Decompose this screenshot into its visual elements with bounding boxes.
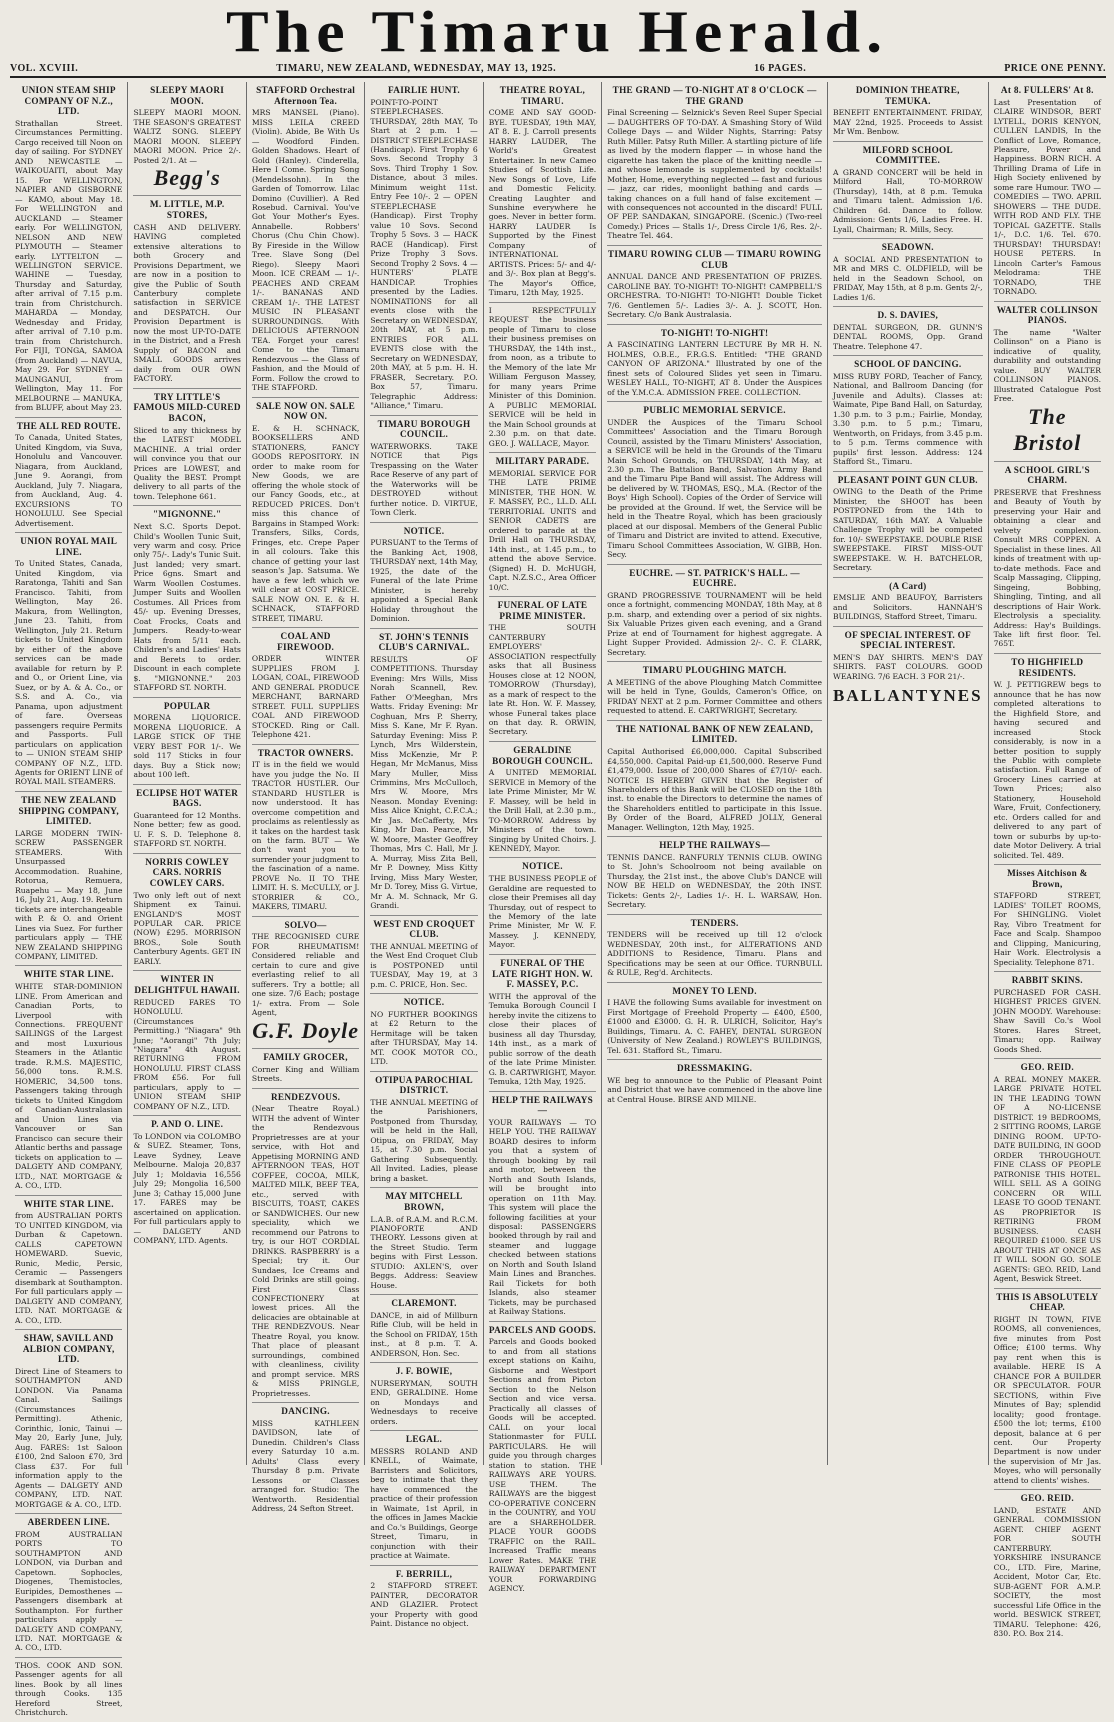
ad-body: TENNIS DANCE. RANFURLY TENNIS CLUB. OWING to St. John's Schoolroom not being available on Thursday, the 21st inst., the above Club's DANCE will NOW BE HELD on WEDNESDAY, the 20th INST. Tickets: Gents 2/-, Ladies 1/-. H. L. WARSAW, Hon. Secretary.: [607, 853, 823, 910]
ad-heading: WALTER COLLINSON PIANOS.: [996, 304, 1098, 326]
ad-heading: OTIPUA PAROCHIAL DISTRICT.: [375, 1074, 473, 1096]
ad-heading: GEO. REID.: [1020, 1062, 1074, 1073]
ad-heading: HELP THE RAILWAYS—: [659, 840, 770, 851]
advertisement: [833, 239, 983, 307]
advertisement: [133, 82, 240, 196]
advertisement: [489, 1092, 596, 1322]
ad-body: MISS KATHLEEN DAVIDSON, late of Dunedin. Children's Class every Saturday 10 a.m. Adults' Class every Thursday 8 p.m. Private Lessons or Classes arranged for. Studio: The Wentworth. Residential Address, 24 Sefton Street.: [251, 1418, 360, 1514]
advertisement: [607, 325, 822, 402]
advertisement: [607, 721, 822, 838]
ad-heading: ECLIPSE HOT WATER BAGS.: [136, 787, 239, 809]
ad-heading: TO-NIGHT! TO-NIGHT!: [660, 327, 769, 338]
ad-heading: TRY LITTLE'S FAMOUS MILD-CURED BACON,: [133, 391, 241, 423]
ad-body: To Canada, United States, United Kingdom, via Suva, Honolulu and Vancouver. Niagara, from Auckland, June 9. Aorangi, from Auckland, July 7. Niagara, from Auckland, Aug. 4. EXCURSIONS TO HONOLULU. See Special Advertisement.: [15, 433, 123, 528]
advertisement: [994, 82, 1101, 302]
ad-body: SLEEPY MAORI MOON. THE SEASON'S GREATEST WALTZ SONG. SLEEPY MAORI MOON. SLEEPY MAORI MOON. Price 2/-. Posted 2/1. At —: [133, 108, 241, 165]
ad-heading: DRESSMAKING.: [676, 1063, 753, 1074]
advertiser-logo: Begg's: [153, 165, 221, 191]
ad-body: W. J. PETTIGREW begs to announce that he has now completed alterations to the Highfield Store, and having secured and increased Stock considerably, is now in a better position to supply the Public with complete satisfaction. Full Range of Grocery Lines carried at Town Prices; also Stationery, Household Ware, Fruit, Confectionery, etc. Orders called for and delivered to any part of town or suburbs by up-to-date Motor Delivery. A trial solicited. Tel. 489.: [993, 680, 1102, 860]
advertisement: [607, 82, 822, 246]
advertisement: [133, 971, 240, 1116]
advertisement: [489, 1322, 596, 1598]
ad-body: DANCE, in aid of Millburn Rifle Club, will be held in the School on FRIDAY, 15th inst., at 8 p.m. T. A. ANDERSON, Hon. Sec.: [370, 1310, 478, 1358]
ad-body: MRS MANSEL (Piano). MISS LEILA CREED (Violin). Abide, Be With Us — Woodford Finden. Golden Shadows. Heart of Gold (Hanley). Cinderella, Here I Come. Spring Song (Mendelssohn). In the Garden of Tomorrow. Lilac Domino (Cuvillier). A Red Rosebud. Carnival. You've Got Your Mother's Eyes. Annabelle. Robbers' Chorus (Chu Chin Chow). By Fireside in the Willow Tree. Slave Song (Del Riego). Sleepy Maori Moon. ICE CREAM — 1/-. PEACHES AND CREAM 1/-. BANANAS AND CREAM 1/-. THE LATEST MUSIC IN PLEASANT SURROUNDINGS. With DELICIOUS AFTERNOON TEA. Forget your cares! Come to the Timaru Rendezvous — the Glass of Fashion, and the Mould of Form. Follow the crowd to THE STAFFORD.: [251, 108, 360, 393]
advertisement: [252, 1403, 359, 1517]
ad-body: PURCHASED FOR CASH. HIGHEST PRICES GIVEN. JOHN MOODY. Warehouse: Shaw Savill Co.'s Wool Stores. Hares Street, Timaru; opp. Railway Goods Shed.: [993, 987, 1102, 1054]
ad-heading: ABERDEEN LINE.: [27, 1517, 110, 1528]
ad-body: I HAVE the following Sums available for investment on First Mortgage of Freehold Property — £400, £500, £1000 and £3000. G. H. R. ULRICH, Solicitor, Hay's Buildings, Timaru. A. C. FAHEY, DENTAL SURGEON (University of New Zealand.) ROWLEY'S BUILDINGS, Tel. 631. Stafford St., Timaru.: [607, 998, 823, 1055]
advertisement: [252, 917, 359, 1049]
advertisement: [370, 1363, 477, 1431]
ad-heading: M. LITTLE, M.P. STORES,: [149, 199, 225, 221]
advertisement: [607, 662, 822, 721]
ad-heading: GEO. REID.: [1020, 1493, 1074, 1504]
ad-body: The name "Walter Collinson" on a Piano is indicative of quality, durability and outstanding value. BUY WALTER COLLINSON PIANOS. Illustrated Catalogue Post Free.: [993, 327, 1102, 404]
ad-body: ANNUAL DANCE AND PRESENTATION OF PRIZES. CAROLINE BAY. TO-NIGHT! TO-NIGHT! CAMPBELL'S ORCHESTRA. TO-NIGHT! TO-NIGHT! Double Ticket 7/6. Gentlemen 5/-. Ladies 3/-. A. J. SCOTT, Hon. Secretary. C/o Bank Australasia.: [607, 272, 823, 320]
advertisement: [607, 837, 822, 914]
ad-body: THE BUSINESS PEOPLE of Geraldine are requested to close their Premises all day Thursday, out of respect to the Memory of the late Prime Minister, Mr W. F. Massey. J. KENNEDY, Mayor.: [488, 874, 597, 950]
ad-heading: "MIGNONNE.": [152, 509, 222, 520]
advertisement: [15, 1196, 122, 1330]
ad-body: L.A.B. of R.A.M. and R.C.M. PIANOFORTE AND THEORY. Lessons given at the Street Studio. Term begins with First Lesson. STUDIO: AXLEN'S, over Beggs. Address: Seaview House.: [370, 1214, 478, 1290]
advertisement: [252, 745, 359, 917]
advertisement: [133, 389, 240, 507]
place-and-date: TIMARU, NEW ZEALAND, WEDNESDAY, MAY 13, 1925.: [276, 62, 557, 74]
advertisement: [15, 1658, 122, 1722]
ad-body: A REAL MONEY MAKER. LARGE PRIVATE HOTEL IN THE LEADING TOWN OF A NO-LICENSE DISTRICT. 19 BEDROOMS, 2 SITTING ROOMS, LARGE DINING ROOM. UP-TO-DATE BUILDING, IN GOOD ORDER THROUGHOUT. FINE CLASS OF PEOPLE PATRONISE THIS HOTEL. WILL SELL AS A GOING CONCERN OR WILL LEASE TO GOOD TENANT. AS PROPRIETOR IS RETIRING FROM BUSINESS. CASH REQUIRED £1000. SEE US ABOUT THIS AT ONCE AS IT WILL SOON GO. SOLE AGENTS: GEO. REID, Land Agent, Beswick Street.: [993, 1074, 1102, 1284]
ad-body: REDUCED FARES TO HONOLULU. (Circumstances Permitting.) "Niagara" 9th June; "Aorangi" 7th July; "Niagara" 4th August. RETURNING FROM HONOLULU. FIRST CLASS FROM £56. For full particulars, apply to — UNION STEAM SHIP COMPANY OF N.Z., LTD.: [133, 997, 241, 1111]
ad-body: BENEFIT ENTERTAINMENT. FRIDAY, MAY 22nd, 1925. Proceeds to Assist Mr Wm. Benbow.: [833, 108, 983, 137]
advertisement: [370, 916, 477, 995]
masthead: [0, 0, 1114, 64]
ad-body: MEN'S DAY SHIRTS. MEN'S DAY SHIRTS. FAST COLOURS. GOOD WEARING. 7/6 EACH. 3 FOR 21/-.: [833, 652, 983, 681]
ad-heading: TIMARU ROWING CLUB — TIMARU ROWING CLUB: [607, 248, 822, 270]
ad-body: THE ANNUAL MEETING of the West End Croquet Club is POSTPONED until TUESDAY, May 19, at 3 p.m. C. PRICE, Hon. Sec.: [370, 941, 478, 989]
ad-body: RESULTS OF COMPETITIONS. Thursday Evening: Mrs Wills, Miss Norah Scannell, Rev. Father O'Meeghan, Mrs Watts. Friday Evening: Mr Coghuan, Mrs P. Sherry, Miss S. Kane, Mr F. Ryan. Saturday Evening: Miss P. Lynch, Mrs Wilderstein, Miss McKenzie, Mr P. Hegan, Mr McManus, Miss Mary Muller, Miss Crimmins, Mrs McCulloch, Mrs W. Moore, Mrs Neason. Monday Evening: Miss Alice Knight, C.F.C.A.; Mr Jas. McCafferty, Mrs King, Mr Dan. Pearce, Mr W. Moore, Master Geoffrey Thomas, Mrs C. Hall, Mr J. A. Murray, Miss Zita Bell, Mr P. Downey, Miss Kitty Irving, Miss Mary Wester, Mr D. Torey, Miss G. Virtue, Mr A. M. Schnack, Mr G. Grandi.: [370, 654, 478, 911]
advertisement: [15, 792, 122, 967]
ad-heading: At 8. FULLERS' At 8.: [1000, 85, 1094, 95]
advertisement: [833, 356, 983, 471]
ad-heading: PUBLIC MEMORIAL SERVICE.: [643, 405, 786, 415]
ad-body: PURSUANT to the Terms of the Banking Act, 1908, THURSDAY next, 14th May, 1925, the date of the Funeral of the late Prime Minister, is hereby appointed a Special Bank Holiday throughout the Dominion.: [370, 538, 478, 624]
ad-heading: NOTICE.: [522, 861, 563, 872]
ad-body: FROM AUSTRALIAN PORTS TO SOUTHAMPTON AND LONDON, via Durban and Capetown. Sophocles, Diogenes, Themistocles, Euripides, Demosthenes — Passengers disembark at Southampton. For further particulars apply — DALGETY AND COMPANY, LTD. NAT. MORTGAGE & A. CO., LTD.: [15, 1529, 123, 1653]
ad-body: IT is in the field we would have you judge the No. II TRACTOR HUSTLER. Our STANDARD HUSTLER is now understood. It has overcome competition and proclaims as relentlessly as it takes on the hardest task on the farm. BUT — We don't want you to surrender your judgment to the fascination of a name. PROVE No. II TO THE LIMIT. H. S. McCULLY, or J. STORRIER & CO., MAKERS, TIMARU.: [251, 760, 360, 912]
ad-heading: (A Card): [889, 580, 927, 591]
issue-price: PRICE ONE PENNY.: [1004, 62, 1106, 74]
advertisement: [133, 698, 240, 785]
advertisement: [252, 82, 359, 398]
column-col-9: [989, 82, 1106, 1639]
ad-body: A SOCIAL AND PRESENTATION to MR and MRS C. OLDFIELD, will be held in the Seadown School, on FRIDAY, May 15th, at 8 p.m. Gents 2/-, Ladies 1/6.: [833, 254, 983, 302]
ad-heading: EUCHRE. — ST. PATRICK'S HALL. — EUCHRE.: [629, 567, 800, 589]
ad-heading: THE ALL RED ROUTE.: [16, 420, 121, 431]
ad-heading: J. F. BOWIE,: [395, 1366, 453, 1377]
ad-body: Two only left out of next Shipment ex Tainui. ENGLAND'S MOST POPULAR CAR. PRICE (NOW) £295. MORRISON BROS., Sole South Canterbury Agents. GET IN EARLY.: [133, 890, 241, 966]
advertisement: [833, 472, 983, 578]
ad-body: WITH the approval of the Temuka Borough Council I hereby invite the citizens to close their places of business all day Thursday, 14th inst., as a mark of public sorrow of the death of the late Prime Minister. G. B. CARTWRIGHT, Mayor. Temuka, 12th May, 1925.: [488, 991, 597, 1087]
advertisement: [252, 1049, 359, 1089]
ad-heading: TENDERS.: [690, 917, 739, 928]
advertisement: [607, 983, 822, 1060]
volume-number: VOL. XCVIII.: [10, 62, 79, 74]
ad-heading: STAFFORD Orchestral Afternoon Tea.: [256, 85, 356, 106]
ad-body: UNDER the Auspices of the Timaru School Committees' Association and the Timaru Borough Council, assisted by the Timaru Ministers' Association, a SERVICE will be held in the Grounds of the Timaru Main School Grounds, on THURSDAY, 14th May, at 2.30 p.m. The Battalion Band, Salvation Army Band and the Timaru Pipe Band will assist. The Address will be delivered by W. THOMAS, ESQ., M.A. (Rector of the Boys' High School). Copies of the Order of Service will be provided at the Ground. If wet, the Service will be held in the Theatre Royal, which has been graciously placed at our disposal. Members of the General Public of Timaru and District are invited to attend. Executive, Timaru School Committees Association, W. GIBB, Hon. Secy.: [607, 417, 823, 560]
ad-heading: TIMARU PLOUGHING MATCH.: [642, 665, 787, 676]
ad-body: A MEETING of the above Ploughing Match Committee will be held in Tyne, Goulds, Cameron's Office, on FRIDAY NEXT at 2 p.m. Former Committee and others requested to attend. E. CARTWRIGHT, Secretary.: [607, 677, 823, 716]
ad-heading: SHAW, SAVILL AND ALBION COMPANY, LTD.: [22, 1333, 115, 1365]
ad-heading: F. BERRILL,: [395, 1568, 453, 1579]
advertisement: [833, 578, 983, 627]
ad-body: GRAND PROGRESSIVE TOURNAMENT will be held once a fortnight, commencing MONDAY, 18th May, at 8 p.m. sharp, and extending over a period of six nights. Six Valuable Prizes given each evening, and a Grand Prize at end of Tournament for highest aggregate. A Light Supper Provided. Admission 2/-. C. F. CLARK, Secretary.: [607, 591, 823, 657]
ad-body: THE ANNUAL MEETING of the Parishioners, Postponed from Thursday, will be held in the Hall, Otipua, on FRIDAY, May 15, at 7.30 p.m. Social Gathering Subsequently. All Invited. Ladies, please bring a basket.: [370, 1097, 478, 1183]
ad-body: (Near Theatre Royal.) WITH the advent of Winter the Rendezvous Proprietresses are at your service, with Hot and Appetising MORNING AND AFTERNOON TEAS, HOT COFFEE, COCOA, MILK, MALTED MILK, BEEF TEA, etc., served with BISCUITS, TOAST, CAKES or SANDWICHES. Our new speciality, which we recommend our Patrons to try, is our HOT CORDIAL DRINKS. RASPBERRY is a Special; try it. Our Sundaes, Ice Creams and Cold Drinks are still going. First Class CONFECTIONERY at lowest prices. All the delicacies are obtainable at THE RENDEZVOUS. Near Theatre Royal, you know. That place of pleasant surroundings, combined with cleanliness, civility and prompt service. MRS & MISS PRINGLE, Proprietresses.: [251, 1104, 360, 1398]
ad-heading: OF SPECIAL INTEREST. OF SPECIAL INTEREST.: [844, 629, 971, 651]
ad-heading: POPULAR: [163, 700, 211, 711]
ad-heading: SLEEPY MAORI MOON.: [150, 85, 225, 106]
ad-heading: NORRIS COWLEY CARS. NORRIS COWLEY CARS.: [145, 856, 230, 888]
ad-heading: DOMINION THEATRE, TEMUKA.: [855, 85, 960, 106]
ad-body: Capital Authorised £6,000,000. Capital Subscribed £4,550,000. Capital Paid-up £1,500,000. Reserve Fund £1,479,000. Issue of 200,000 Shares of £7/10/- each. NOTICE IS HEREBY GIVEN that the Register of Shareholders of this Bank will be CLOSED on the 18th inst. to enable the Directors to determine the names of the Shareholders entitled to participate in this Issue. By Order of the Board, ALFRED JOLLY, General Manager. Wellington, 12th May, 1925.: [607, 747, 823, 832]
advertisement: [994, 1490, 1101, 1642]
ad-body: WE beg to announce to the Public of Pleasant Point and District that we have commenced in the above line at Central House. BIRSE AND MILNE.: [607, 1075, 823, 1104]
ad-heading: SALE NOW ON. SALE NOW ON.: [256, 400, 356, 422]
ad-body: E. & H. SCHNACK, BOOKSELLERS AND STATIONERS, FANCY GOODS REPOSITORY. IN order to make room for New Goods, we are offering the whole stock of our Fancy Goods, etc., at REDUCED PRICES. Don't miss this chance of Bargains in Stamped Work: Transfers, Silks, Cords, Fringes, etc. Crepe Paper in all colours. Take this chance of getting your last season's Jap. Satsuma. We have a few left which we will clear at COST PRICE. SALE NOW ON. E. & H. SCHNACK, STAFFORD STREET, TIMARU.: [251, 423, 360, 623]
ad-heading: Misses Aitchison & Brown,: [1007, 868, 1088, 889]
page-count: 16 PAGES.: [754, 62, 807, 74]
ad-body: POINT-TO-POINT STEEPLECHASES. THURSDAY, 28th MAY, To Start at 2 p.m. 1 — DISTRICT STEEPLECHASE (Handicap). First Trophy 6 Sovs. Second Trophy 3 Sovs. Third Trophy 1 Sov. Distance, about 3 miles. Minimum weight 11st. Entry Fee 10/-. 2 — OPEN STEEPLECHASE (Handicap). First Trophy value 10 Sovs. Second Trophy 5 Sovs. 3 — HACK RACE (Handicap). First Prize Trophy 3 Sovs. Second Trophy 2 Sovs. 4 — HUNTERS' PLATE HANDICAP. Trophies presented by the Ladies. NOMINATIONS for all events close with the Secretary on WEDNESDAY, 20th MAY, at 5 p.m. ENTRIES FOR ALL EVENTS close with the Secretary on WEDNESDAY, 20th MAY, at 5 p.m. H. H. FRASER, Secretary. P.O. Box 57, Timaru. Telegraphic Address: "Alliance," Timaru.: [370, 97, 478, 411]
ad-heading: UNION ROYAL MAIL LINE.: [20, 536, 118, 557]
advertisement: [833, 627, 983, 711]
advertisement: [370, 1431, 477, 1565]
ad-heading: HELP THE RAILWAYS—: [491, 1094, 594, 1116]
column-col-4: [365, 82, 483, 1629]
ad-heading: SCHOOL OF DANCING.: [854, 359, 962, 370]
ad-body: Final Screening — Selznick's Seven Reel Super Special — DAUGHTERS OF TO-DAY. A Smashing Story of Wild College Days — and Wilder Nights, Starring: Patsy Ruth Miller. Patsy Ruth Miller. A startling picture of life as lived by the modern flapper — in whose hand the cigarette has taken the place of the knitting needle — and whose lemonade is supplemented by cocktails! Mother, Home, everything neglected — fast and furious — jazz, car rides, moonlight bathing and cards — taking chances on a full hand of false excitement — with consequences not accounted in the discard! FULL OF PEP. SANDAKAN, SINGAPORE. (Scenic.) (Two-reel Comedy.) Prices — Stalls 1/-, Dress Circle 1/6, Res. 2/-. Theatre Tel. 464.: [607, 108, 823, 241]
advertisement: [994, 462, 1101, 654]
ad-heading: RENDEZVOUS.: [270, 1091, 341, 1102]
ad-body: CASH AND DELIVERY. HAVING completed extensive alterations to both Grocery and Provisions Department, we are now in a position to give the Public of South Canterbury complete satisfaction in SERVICE and DESPATCH. Our Provision Department is now the most UP-TO-DATE in the District, and a Fresh Supply of BACON and SMALL GOODS arrives daily from OUR OWN FACTORY.: [133, 222, 241, 384]
ad-heading: P. AND O. LINE.: [151, 1119, 224, 1130]
ad-heading: A SCHOOL GIRL'S CHARM.: [1004, 464, 1090, 486]
advertisement: [252, 1089, 359, 1404]
ad-body: MISS RUBY FORD, Teacher of Fancy, National, and Ballroom Dancing (for Juvenile and Adults). Classes at: Waimate, Pipe Band Hall, on Saturday, 1.30 p.m. to 3 p.m.; Fairlie, Monday, 3.30 p.m. to 5 p.m.; Timaru, Wentworth, on Fridays, from 3.45 p.m. to 5 p.m. Terms commence with pupils' first lesson. Address: 124 Stafford St., Timaru.: [833, 371, 983, 467]
advertisement: [370, 629, 477, 916]
ad-heading: COAL AND FIREWOOD.: [277, 631, 335, 652]
advertisement: [994, 1289, 1101, 1491]
ad-heading: RABBIT SKINS.: [1011, 975, 1083, 986]
column-col-8: [828, 82, 989, 1465]
ad-body: A GRAND CONCERT will be held in Milford Hall, TO-MORROW (Thursday), 14th, at 8 p.m. Temuka and Timaru talent. Admission 1/6. Children 6d. Dance to follow. Admission: Gents 1/6, Ladies Free. H. Lyall, Chairman; R. Mills, Secy.: [833, 167, 983, 234]
ad-body: OWING to the Death of the Prime Minister, the SHOOT has been POSTPONED from the 14th to SATURDAY, 16th MAY. A Valuable Challenge Trophy will be competed for. 10/- SWEEPSTAKE. DOUBLE RISE SWEEPSTAKE. FIRST MISS-OUT SWEEPSTAKE. W. H. BATCHELOR, Secretary.: [833, 487, 983, 573]
advertisement: [489, 742, 596, 859]
advertisement: [489, 82, 596, 303]
advertisement: [370, 1188, 477, 1295]
ad-heading: ST. JOHN'S TENNIS CLUB'S CARNIVAL.: [378, 631, 470, 653]
ad-body: Last Presentation of CLAIRE WINDSOR, BERT LYTELL, DORIS KENYON, CULLEN LANDIS, In the Conflict of Love, Romance, Pleasure, Power and Happiness. BORN RICH. A Thrilling Drama of Life in High Society enlivened by some rare Humour. TWO — COMEDIES — TWO. APRIL SHOWERS — THE DUDE. WITH ROD AND FLY. THE TOPICAL GAZETTE. Stalls 1/-, D.C. 1/6. Tel. 670. THURSDAY! THURSDAY! HOUSE PETERS. In Lincoln Carter's Famous Melodrama: THE TORNADO, THE TORNADO.: [993, 97, 1102, 297]
advertisement: [15, 1330, 122, 1514]
advertisement: [607, 402, 822, 565]
advertisement: [252, 398, 359, 628]
advertiser-logo: G.F. Doyle: [252, 1017, 359, 1043]
advertisement: [15, 966, 122, 1195]
ad-heading: PLEASANT POINT GUN CLUB.: [837, 474, 978, 485]
ad-body: MESSRS ROLAND AND KNELL, of Waimate, Barristers and Solicitors, beg to intimate that they have commenced the practice of their profession in Waimate, 1st April, in the offices in James Mackie and Co.'s Buildings, George Street, Timaru, in conjunction with their practice at Waimate.: [370, 1446, 478, 1561]
ad-heading: LEGAL.: [405, 1434, 443, 1445]
ad-body: WATERWORKS. TAKE NOTICE that Pigs Trespassing on the Water Race Reserve of any part of the Waterworks will be DESTROYED without further notice. D. VIRTUE, Town Clerk.: [370, 441, 478, 518]
column-col-5: [484, 82, 602, 1593]
dateline: [10, 62, 1106, 78]
ad-heading: DANCING.: [281, 1406, 330, 1417]
ad-body: I RESPECTFULLY REQUEST the business people of Timaru to close their business premises on THURSDAY, the 14th inst., from noon, as a tribute to the Memory of the late Mr William Ferguson Massey, for many years Prime Minister of this Dominion. A PUBLIC MEMORIAL SERVICE will be held in the Main School grounds at 2.30 p.m. on that date. GEO. J. WALLACE, Mayor.: [488, 305, 597, 448]
advertisement: [607, 915, 822, 983]
column-col-2: [128, 82, 246, 1465]
advertisement: [370, 994, 477, 1071]
ad-heading: MILITARY PARADE.: [495, 456, 590, 467]
ad-body: from AUSTRALIAN PORTS TO UNITED KINGDOM, via Durban & Capetown. CALLS CAPETOWN HOMEWARD. Suevic, Runic, Medic, Persic, Ceramic — Passengers disembark at Southampton. For full particulars apply — DALGETY AND COMPANY, LTD. NAT. MORTGAGE & A. CO., LTD.: [15, 1211, 123, 1325]
advertisement: [15, 533, 122, 792]
ad-body: PRESERVE that Freshness and Beauty of Youth by preserving your Hair and obtaining a clear and velvety complexion. Consult MRS COPPEN. A Specialist in these lines. All kinds of treatment with up-to-date methods. Face and Scalp Massaging, Clipping, Singeing, Bobbing, Shingling, Tinting, and all descriptions of Hair Work. Electrolysis a speciality. Address: Hay's Buildings. Take lift first floor. Tel. 765T.: [993, 487, 1102, 649]
advertisement: [370, 523, 477, 629]
ad-heading: THE NATIONAL BANK OF NEW ZEALAND, LIMITED.: [616, 723, 814, 745]
advertisement: [489, 858, 596, 954]
ad-body: DENTAL SURGEON, DR. GUNN'S DENTAL ROOMS, Opp. Grand Theatre. Telephone 47.: [833, 322, 983, 351]
ad-heading: UNION STEAM SHIP COMPANY OF N.Z., LTD.: [21, 85, 116, 117]
ad-heading: WHITE STAR LINE.: [23, 1198, 114, 1209]
ad-body: Parcels and Goods booked to and from all stations except stations on Kaihu, Gisborne and Westport Sections and from Picton Section to the Nelson Section and vice versa. Practically all classes of Goods will be accepted. CALL on your local Stationmaster for FULL PARTICULARS. He will guide you through charges station to station. THE RAILWAYS ARE YOURS. USE THEM. The RAILWAYS are the biggest CO-OPERATIVE CONCERN in the COUNTRY, and YOU are a SHAREHOLDER. PLACE YOUR GOODS TRAFFIC on the RAIL. Increased Traffic means Lower Rates. MAKE THE RAILWAY DEPARTMENT YOUR FORWARDING AGENCY.: [488, 1337, 597, 1593]
ad-body: RIGHT IN TOWN, FIVE ROOMS, all conveniences, five minutes from Post Office; £100 terms. Why pay rent when this is available. HERE IS A CHANCE FOR A BUILDER OR SPECULATOR. FOUR SECTIONS, within Five Minutes of Bay; splendid locality; good frontage. £500 the lot; terms, £100 deposit, balance at 6 per cent. Our Property Department is now under the supervision of Mr Jas. Moyes, who will personally attend to clients' wishes.: [993, 1314, 1102, 1485]
advertisement: [833, 307, 983, 356]
advertisement: [370, 1295, 477, 1363]
ad-body: Next S.C. Sports Depot. Child's Woollen Tunic Suit, very warm and cosy. Price only 75/-. Lady's Tunic Suit. Just landed; very smart. Price 6gns. Smart and Warm Woollen Costumes. Jumper Suits and Woollen Costumes. All Prices from 45/- up. Evening Dresses, Coat Frocks, Coats and Jumpers. Ready-to-wear Hats from 5/11 each. Children's and Ladies' Hats and Berets to order. Discount in each complete $. "MIGNONNE." 203 STAFFORD ST. NORTH.: [133, 522, 241, 693]
advertisement: [252, 628, 359, 745]
ad-body: LAND, ESTATE AND GENERAL COMMISSION AGENT. CHIEF AGENT FOR SOUTH CANTERBURY. YORKSHIRE INSURANCE CO., LTD. Fire, Marine, Accident, Motor Car, Etc. SUB-AGENT FOR A.M.P. SOCIETY, the most successful Life Office in the world. BESWICK STREET, TIMARU. Telephone: 426, 830. P.O. Box 214.: [993, 1506, 1102, 1639]
advertisement: [133, 196, 240, 388]
ad-body: Guaranteed for 12 Months. None better; few as good. U. F. S. D. Telephone 8. STAFFORD ST. NORTH.: [133, 810, 241, 849]
advertisement: [133, 1116, 240, 1249]
ad-heading: NOTICE.: [403, 525, 445, 536]
ad-body: MEMORIAL SERVICE FOR THE LATE PRIME MINISTER, THE HON. W. F. MASSEY, P.C., LL.D. ALL TERRITORIAL UNITS and SENIOR CADETS are ordered to parade at the Drill Hall on THURSDAY, 14th inst., at 1.45 p.m., to attend the above Service. (Signed) H. D. McHUGH, Capt. N.Z.S.C., Area Officer 10/C.: [488, 468, 597, 592]
ad-heading: WHITE STAR LINE.: [23, 969, 114, 980]
ad-body: THE SOUTH CANTERBURY EMPLOYERS' ASSOCIATION respectfully asks that all Business Houses close at 12 NOON, TOMORROW (Thursday), as a mark of respect to the late Rt. Hon. W. F. Massey, whose Funeral takes place on that day. R. ORWIN, Secretary.: [488, 623, 597, 737]
ad-body: To LONDON via COLOMBO & SUEZ. Steamer, Tons, Leave Sydney, Leave Melbourne. Maloja 20,837 July 1; Moldavia 16,556 July 29; Mongolia 16,500 June 3; Cathay 15,000 June 17. FARES may be ascertained on application. For full particulars apply to — DALGETY AND COMPANY, LTD. Agents.: [133, 1131, 241, 1246]
advertiser-logo: The Bristol: [1013, 403, 1082, 456]
advertisement: [994, 865, 1101, 972]
ad-heading: FAIRLIE HUNT.: [388, 85, 461, 95]
ad-body: YOUR RAILWAYS — TO HELP YOU. THE RAILWAY BOARD desires to inform you that a system of through booking by rail and motor, between the North and South Islands, will be brought into operation on 11th May. This system will place the following facilities at your disposal: PASSENGERS booked through by rail and steamer and luggage checked between stations on North and South Island Main Lines and Branches. Rail Tickets for both Islands, also steamer Tickets, may be purchased at Railway Stations.: [488, 1117, 597, 1317]
ad-heading: FUNERAL OF THE LATE RIGHT HON. W. F. MASSEY, P.C.: [492, 957, 593, 990]
ad-heading: CLAREMONT.: [391, 1298, 457, 1309]
ad-body: A UNITED MEMORIAL SERVICE in Memory of the late Prime Minister, Mr W. F. Massey, will be held in the Drill Hall, at 2.30 p.m., TO-MORROW. Address by Ministers of the town. Singing by United Choirs. J. KENNEDY, Mayor.: [488, 768, 597, 853]
advertisement: [370, 82, 477, 416]
advertisement: [133, 854, 240, 972]
ad-heading: MAY MITCHELL BROWN,: [385, 1191, 463, 1212]
ad-heading: SEADOWN.: [881, 242, 934, 253]
ad-heading: TO HIGHFIELD RESIDENTS.: [1011, 656, 1084, 678]
column-col-1: [10, 82, 128, 1718]
ad-body: NO FURTHER BOOKINGS at £2 Return to the Hermitage will be taken after THURSDAY, May 14. MT. COOK MOTOR CO., LTD.: [370, 1009, 478, 1067]
ad-heading: THEATRE ROYAL, TIMARU.: [499, 85, 586, 106]
ad-heading: THE GRAND — TO-NIGHT AT 8 O'CLOCK — THE GRAND: [612, 85, 817, 106]
ad-heading: D. S. DAVIES,: [877, 310, 939, 321]
ad-heading: WINTER IN DELIGHTFUL HAWAII.: [134, 974, 240, 995]
column-col-6-7: [602, 82, 828, 1465]
advertisement: [489, 597, 596, 742]
ad-body: Sliced to any thickness by the LATEST MODEL MACHINE. A trial order will convince you that our Prices are LOWEST, and Quality the BEST. Prompt delivery to all parts of the town. Telephone 661.: [133, 425, 241, 501]
advertisement: [489, 303, 596, 453]
ad-body: THE RECOGNISED CURE FOR RHEUMATISM! Considered reliable and certain to cure and give everlasting relief to all sufferers. Try a bottle; all one size. 7/6 Each; postage 1/- extra. From — Sole Agent,: [251, 932, 360, 1018]
ad-body: STAFFORD STREET, LADIES' TOILET ROOMS, For SHINGLING. Violet Ray, Vibro Treatment for Face and Scalp. Shampoo and Clipping, Manicuring, Hair Work. Electrolysis a Speciality. Telephone 871.: [993, 891, 1102, 967]
ad-body: LARGE MODERN TWIN-SCREW PASSENGER STEAMERS. With Unsurpassed Accommodation. Ruahine, Rotorua, Remuera, Ruapehu — May 18, June 16, July 21, Aug. 19. Return tickets are interchangeable with P. & O. and Orient Lines via Suez. For further particulars apply — THE NEW ZEALAND SHIPPING COMPANY, LIMITED.: [15, 828, 123, 961]
advertisement: [833, 82, 983, 142]
advertisement: [15, 418, 122, 533]
advertisement: [607, 1060, 822, 1108]
advertisement: [607, 565, 822, 663]
advertiser-logo: BALLANTYNES: [833, 686, 983, 706]
ad-heading: MILFORD SCHOOL COMMITTEE.: [862, 144, 953, 166]
advertisement: [15, 82, 122, 418]
ad-body: NURSERYMAN, SOUTH END, GERALDINE. Home on Mondays and Wednesdays to receive orders.: [370, 1378, 478, 1426]
ad-body: WHITE STAR-DOMINION LINE. From American and Canadian Ports, to Liverpool with Connections. FREQUENT SAILINGS of the Largest and most Luxurious Steamers in the Atlantic trade. R.M.S. MAJESTIC, 56,000 tons. R.M.S. HOMERIC, 34,500 tons. Passengers taking through tickets to United Kingdom of Canadian-Australasian and Union Lines via Vancouver or San Francisco can secure their Atlantic berths and passage tickets on application to — DALGETY AND COMPANY, LTD., NAT. MORTGAGE & A. CO., LTD.: [15, 982, 123, 1191]
advertisement: [994, 302, 1101, 462]
ad-body: COME AND SAY GOOD-BYE. TUESDAY, 19th MAY, AT 8. E. J. Carroll presents HARRY LAUDER, The World's Greatest Entertainer. In new Cameo Studies of Scottish Life. New Songs of Love, Life and Domestic Felicity. Creating Laughter and Sunshine everywhere he goes. Never in better form. HARRY LAUDER Is Supported by the Finest Company of INTERNATIONAL ARTISTS. Prices: 5/- and 4/- and 3/-. Box plan at Begg's. The Mayor's Office, Timaru, 12th May, 1925.: [488, 108, 597, 298]
ad-heading: FAMILY GROCER,: [263, 1052, 348, 1063]
advertisement: [133, 506, 240, 697]
advertisement: [370, 416, 477, 523]
ad-heading: FUNERAL OF LATE PRIME MINISTER.: [497, 599, 588, 621]
ad-body: TENDERS will be received up till 12 o'clock WEDNESDAY, 20th inst., for ALTERATIONS AND ADDITIONS to Residence, Timaru. Plans and Specifications may be seen at our Office. TURNBULL & RULE, Reg'd. Architects.: [607, 930, 823, 978]
ad-body: ORDER WINTER SUPPLIES FROM J. LOGAN, COAL, FIREWOOD AND GENERAL PRODUCE MERCHANT, BARNARD STREET. FULL SUPPLIES COAL AND FIREWOOD STOCKED. Ring or Call. Telephone 421.: [251, 654, 360, 740]
ad-heading: THE NEW ZEALAND SHIPPING COMPANY, LIMITED.: [18, 794, 119, 827]
ad-heading: GERALDINE BOROUGH COUNCIL.: [492, 744, 593, 766]
advertisement: [15, 1514, 122, 1658]
ad-body: To United States, Canada, United Kingdom, via Raratonga, Tahiti and San Francisco. Tahiti, from Wellington, May 26. Makura, from Wellington, June 23. Tahiti, from Wellington, July 21. Return tickets to United Kingdom by either of the above services can be made available for return by P. and O., or Orient Line, via Suez, or by A. & A. Co., or S.S. and A. Co., via Panama, upon adjustment of fare. Overseas passengers require Permits and Passports. Full particulars on application to — UNION STEAM SHIP COMPANY OF N.Z., LTD. Agents for ORIENT LINE of ROYAL MAIL STEAMERS.: [15, 559, 123, 787]
newspaper-title: The Timaru Herald.: [225, 0, 889, 65]
ad-heading: PARCELS AND GOODS.: [488, 1324, 596, 1335]
advertisement: [994, 972, 1101, 1059]
ad-heading: TRACTOR OWNERS.: [257, 747, 354, 758]
advertisement: [994, 654, 1101, 865]
ad-heading: NOTICE.: [403, 997, 445, 1008]
ad-heading: THIS IS ABSOLUTELY CHEAP.: [996, 1291, 1099, 1313]
ad-body: 2 STAFFORD STREET. PAINTER, DECORATOR AND GLAZIER. Protect your Property with good Paint. Distance no object.: [370, 1581, 478, 1629]
advertisement: [489, 955, 596, 1092]
advertisement: [833, 142, 983, 240]
ad-heading: TIMARU BOROUGH COUNCIL.: [377, 418, 471, 440]
ad-body: Corner King and William Streets.: [251, 1064, 360, 1084]
advertisement: [489, 453, 596, 597]
ad-heading: WEST END CROQUET CLUB.: [373, 918, 475, 940]
ad-heading: MONEY TO LEND.: [672, 985, 757, 996]
ad-body: Direct Line of Steamers to SOUTHAMPTON AND LONDON. Via Panama Canal. Sailings (Circumstances Permitting). Athenic, Corinthic, Ionic, Tainui — May 20, Early June, July, Aug. FARES: 1st Saloon £100, 2nd Saloon £70, 3rd Class £37. For full information apply to the Agents — DALGETY AND COMPANY, LTD. NAT. MORTGAGE & A. CO., LTD.: [15, 1366, 123, 1509]
advertisement-columns: [10, 82, 1106, 1718]
ad-body: A FASCINATING LANTERN LECTURE By MR H. N. HOLMES, O.B.E., F.R.G.S. Entitled: "THE GRAND CANYON OF ARIZONA." Illustrated by one of the finest sets of Coloured Slides yet seen in Timaru. WESLEY HALL, TO-NIGHT, AT 8. Under the Auspices of the Y.M.C.A. ADMISSION FREE. COLLECTION.: [607, 340, 823, 397]
advertisement: [370, 1072, 477, 1189]
advertisement: [133, 785, 240, 854]
advertisement: [370, 1566, 477, 1633]
ad-body: THOS. COOK AND SON. Passenger agents for all lines. Book by all lines through Cooks. 135 Hereford Street, Christchurch.: [15, 1660, 123, 1718]
advertisement: [607, 246, 822, 325]
column-col-3: [247, 82, 365, 1514]
ad-body: Strathallan Street. Circumstances Permitting. Cargo received till Noon on day of sailing. For SYDNEY AND NEWCASTLE — WAIKOUAITI, about May 15. For WELLINGTON, NAPIER AND GISBORNE — KAMO, about May 18. For WELLINGTON and AUCKLAND — Steamer early. For WELLINGTON, NELSON AND NEW PLYMOUTH — Steamer early. LYTTELTON — WELLINGTON SERVICE. WAHINE — Tuesday, Thursday and Saturday, after arrival of 7.15 p.m. train from Christchurch. MAHARDA — Monday, Wednesday and Friday, after arrival of 7.10 p.m. train from Christchurch. For FIJI, TONGA, SAMOA (from Auckland) — NAVUA, May 29. For SYDNEY — MAUNGANUI, from Wellington, May 11. For MELBOURNE — MANUKA, from BLUFF, about May 23.: [15, 118, 123, 413]
ad-body: MORENA LIQUORICE. MORENA LIQUORICE. A LARGE STICK OF THE VERY BEST FOR 1/-. We sold 117 Sticks in four days. Buy a Stick now; about 100 left.: [133, 713, 241, 780]
advertisement: [994, 1059, 1101, 1288]
ad-heading: SOLVO—: [284, 919, 327, 930]
ad-body: EMSLIE AND BEAUFOY, Barristers and Solicitors. HANNAH'S BUILDINGS, Stafford Street, Timaru.: [833, 593, 983, 622]
